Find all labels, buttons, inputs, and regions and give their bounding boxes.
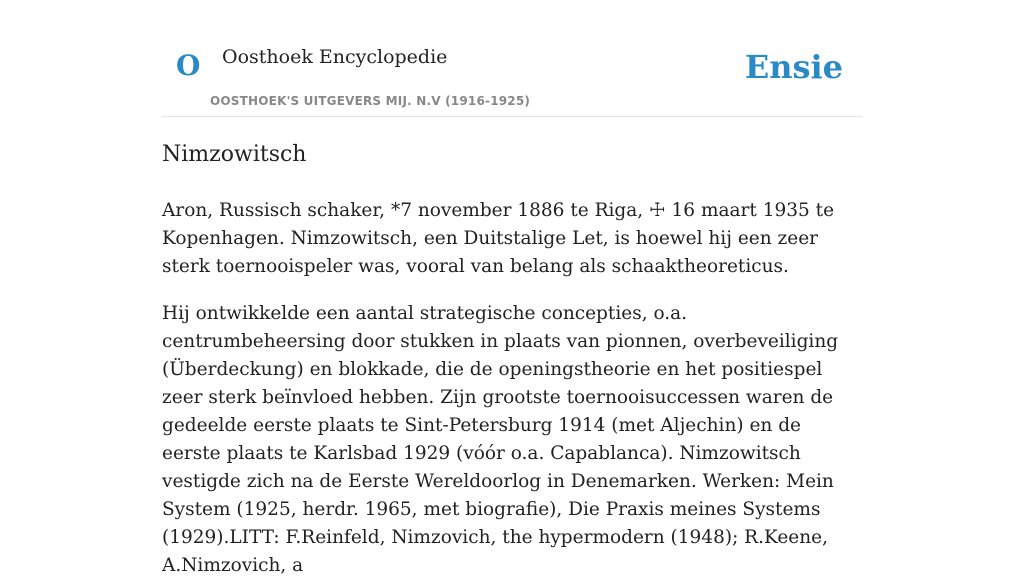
header [162, 0, 862, 117]
publisher-subtitle: OOSTHOEK'S UITGEVERS MIJ. N.V (1916-1925) [210, 94, 531, 108]
publisher-name: Oosthoek Encyclopedie [222, 46, 448, 68]
ensie-brand-link[interactable]: Ensie [744, 48, 843, 86]
article-paragraph-2: Hij ontwikkelde een aantal strategische concepties, o.a. centrumbeheersing door stukken in plaats van pionnen, overbeveiliging (Überdeckung) en blokkade, die de openingstheorie en het positiespel zeer sterk beïnvloed hebben. Zijn grootste toernooisuccessen waren de gedeelde eerste plaats te Sint-Petersburg 1914 (met Aljechin) en de eerste plaats te Karlsbad 1929 (vóór o.a. Capablanca). Nimzowitsch vestigde zich na de Eerste Wereldoorlog in Denemarken. Werken: Mein System (1925, herdr. 1965, met biografie), Die Praxis meines Systems (1929).LITT: F.Reinfeld, Nimzovich, the hypermodern (1948); R.Keene, A.Nimzovich, a [162, 303, 839, 576]
article-title: Nimzowitsch [162, 142, 307, 167]
article [162, 138, 862, 580]
publisher-logo-icon: O [176, 49, 201, 82]
article-paragraph-1: Aron, Russisch schaker, *7 november 1886 te Riga, ☩ 16 maart 1935 te Kopenhagen. Nimzowitsch, een Duitstalige Let, is hoewel hij een zeer sterk toernooispeler was, vooral van belang als schaaktheoreticus. [162, 200, 835, 277]
